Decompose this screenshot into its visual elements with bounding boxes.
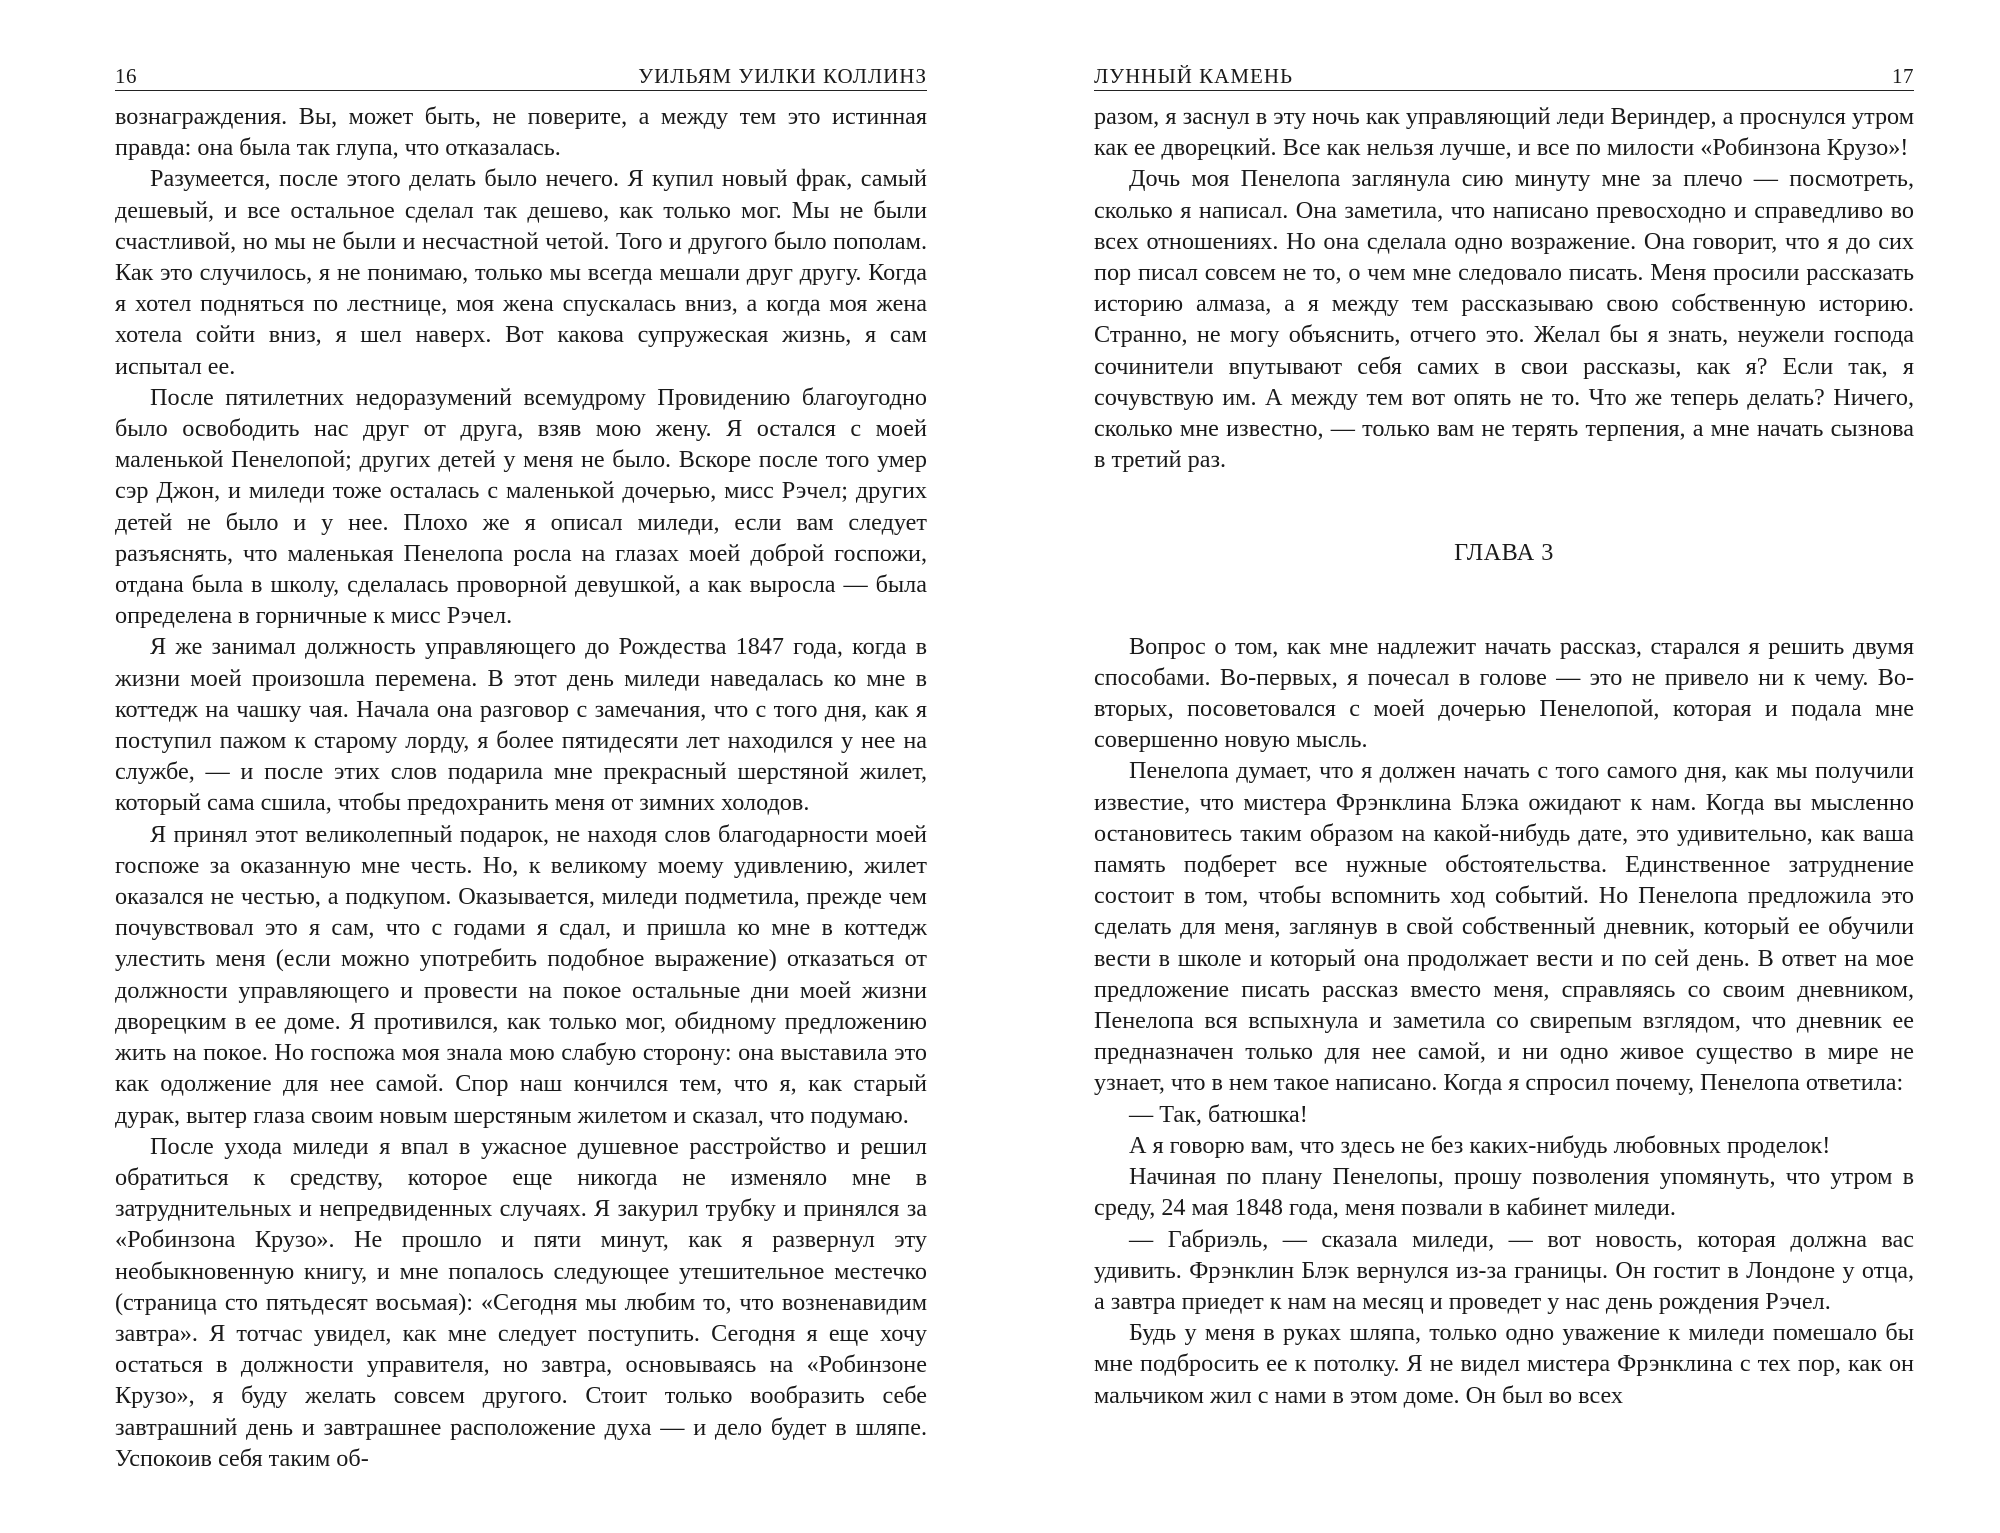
running-title: ЛУННЫЙ КАМЕНЬ <box>1094 64 1294 88</box>
paragraph: Начиная по плану Пенелопы, прошу позволения упомянуть, что утром в среду, 24 мая 1848 года, меня позвали в кабинет миледи. <box>1094 1163 1914 1222</box>
paragraph: — Габриэль, — сказала миледи, — вот новость, которая должна вас удивить. Фрэнклин Блэк вернулся из-за границы. Он гостит в Лондоне у отца, а завтра приедет к нам на месяц и проведет у нас день рождения Рэчел. <box>1094 1225 1914 1315</box>
paragraph: Дочь моя Пенелопа заглянула сию минуту мне за плечо — посмотреть, сколько я написал. Она заметила, что написано превосходно и справедливо во всех отношениях. Но она сделала одно возражение. Она говорит, что я до сих пор писал совсем не то, о чем мне следовало писать. Меня просили рассказать историю алмаза, а я между тем рассказываю свою собственную историю. Странно, не могу объяснить, отчего это. Желал бы я знать, неужели господа сочинители впутывают себя самих в свои рассказы, как я? Если так, я сочувствую им. А между тем вот опять не то. Что же теперь делать? Ничего, сколько мне известно, — только вам не терять терпения, а мне начать сызнова в третий раз. <box>1094 165 1914 474</box>
paragraph: разом, я заснул в эту ночь как управляющий леди Вериндер, а проснулся утром как ее дворецкий. Все как нельзя лучше, и все по милости «Робинзона Крузо»! <box>1094 103 1914 162</box>
left-running-head <box>115 64 927 91</box>
left-page <box>115 0 927 1533</box>
page-number: 17 <box>1892 64 1914 88</box>
paragraph: После пятилетних недоразумений всемудрому Провидению благоугодно было освободить нас друг от друга, взяв мою жену. Я остался с моей маленькой Пенелопой; других детей у меня не было. Вскоре после того умер сэр Джон, и миледи тоже осталась с маленькой дочерью, мисс Рэчел; других детей не было и у нее. Плохо же я описал миледи, если вам следует разъяснять, что маленькая Пенелопа росла на глазах моей доброй госпожи, отдана была в школу, сделалась проворной девушкой, а как выросла — была определена в горничные к мисс Рэчел. <box>115 383 927 630</box>
paragraph: Будь у меня в руках шляпа, только одно уважение к миледи помешало бы мне подбросить ее к потолку. Я не видел мистера Фрэнклина с тех пор, как он мальчиком жил с нами в этом доме. Он был во всех <box>1094 1319 1914 1409</box>
paragraph: Я же занимал должность управляющего до Рождества 1847 года, когда в жизни моей произошла перемена. В этот день миледи наведалась ко мне в коттедж на чашку чая. Начала она разговор с замечания, что с того дня, как я поступил пажом к старому лорду, я более пятидесяти лет находился у нее на службе, — и после этих слов подарила мне прекрасный шерстяной жилет, который сама сшила, чтобы предохранить меня от зимних холодов. <box>115 633 927 817</box>
paragraph: Разумеется, после этого делать было нечего. Я купил новый фрак, самый дешевый, и все остальное сделал так дешево, как только мог. Мы не были счастливой, но мы не были и несчастной четой. Того и другого было пополам. Как это случилось, я не понимаю, только мы всегда мешали друг другу. Когда я хотел подняться по лестнице, моя жена спускалась вниз, а когда моя жена хотела сойти вниз, я шел наверх. Вот какова супружеская жизнь, я сам испытал ее. <box>115 165 927 380</box>
paragraph: — Так, батюшка! <box>1129 1100 1308 1128</box>
paragraph: Я принял этот великолепный подарок, не находя слов благодарности моей госпоже за оказанную мне честь. Но, к великому моему удивлению, жилет оказался не честью, а подкупом. Оказывается, миледи подметила, прежде чем почувствовал это я сам, что с годами я сдал, и пришла ко мне в коттедж улестить меня (если можно употребить подобное выражение) отказаться от должности управляющего и провести на покое остальные дни моей жизни дворецким в ее доме. Я противился, как только мог, обидному предложению жить на покое. Но госпожа моя знала мою слабую сторону: она выставила это как одолжение для нее самой. Спор наш кончился тем, что я, как старый дурак, вытер глаза своим новым шерстяным жилетом и сказал, что подумаю. <box>115 820 927 1129</box>
paragraph: А я говорю вам, что здесь не без каких-нибудь любовных проделок! <box>1129 1131 1831 1159</box>
paragraph: Вопрос о том, как мне надлежит начать рассказ, старался я решить двумя способами. Во-первых, я почесал в голове — это не привело ни к чему. Во-вторых, посоветовался с моей дочерью Пенелопой, которая и подала мне совершенно новую мысль. <box>1094 632 1914 754</box>
right-page-text <box>1094 101 1914 1411</box>
paragraph: Пенелопа думает, что я должен начать с того самого дня, как мы получили известие, что мистера Фрэнклина Блэка ожидают к нам. Когда вы мысленно остановитесь таким образом на какой-нибудь дате, это удивительно, как ваша память подберет все нужные обстоятельства. Единственное затруднение состоит в том, чтобы вспомнить ход событий. Но Пенелопа предложила это сделать для меня, заглянув в свой собственный дневник, который ее обучили вести в школе и который она продолжает вести и по сей день. В ответ на мое предложение писать рассказ вместо меня, справляясь со своим дневником, Пенелопа вся вспыхнула и заметила со свирепым взглядом, что дневник ее предназначен только для нее самой, и ни одно живое существо в мире не узнает, что в нем такое написано. Когда я спросил почему, Пенелопа ответила: <box>1094 757 1914 1097</box>
page-number: 16 <box>115 64 137 88</box>
paragraph: После ухода миледи я впал в ужасное душевное расстройство и решил обратиться к средству, которое еще никогда не изменяло мне в затруднительных и непредвиденных случаях. Я закурил трубку и принялся за «Робинзона Крузо». Не прошло и пяти минут, как я развернул эту необыкновенную книгу, и мне попалось следующее утешительное местечко (страница сто пятьдесят восьмая): «Сегодня мы любим то, что возненавидим завтра». Я тотчас увидел, как мне следует поступить. Сегодня я еще хочу остаться в должности управителя, но завтра, основываясь на «Робинзоне Крузо», я буду желать совсем другого. Стоит только вообразить себе завтрашний день и завтрашнее расположение духа — и дело будет в шляпе. Успокоив себя таким об- <box>115 1132 927 1472</box>
paragraph: вознаграждения. Вы, может быть, не поверите, а между тем это истинная правда: она была так глупа, что отказалась. <box>115 103 927 162</box>
right-page <box>1094 0 1914 1533</box>
left-page-text <box>115 101 927 1474</box>
running-title: УИЛЬЯМ УИЛКИ КОЛЛИНЗ <box>638 64 927 88</box>
right-running-head <box>1094 64 1914 91</box>
chapter-heading: ГЛАВА 3 <box>1454 539 1554 567</box>
